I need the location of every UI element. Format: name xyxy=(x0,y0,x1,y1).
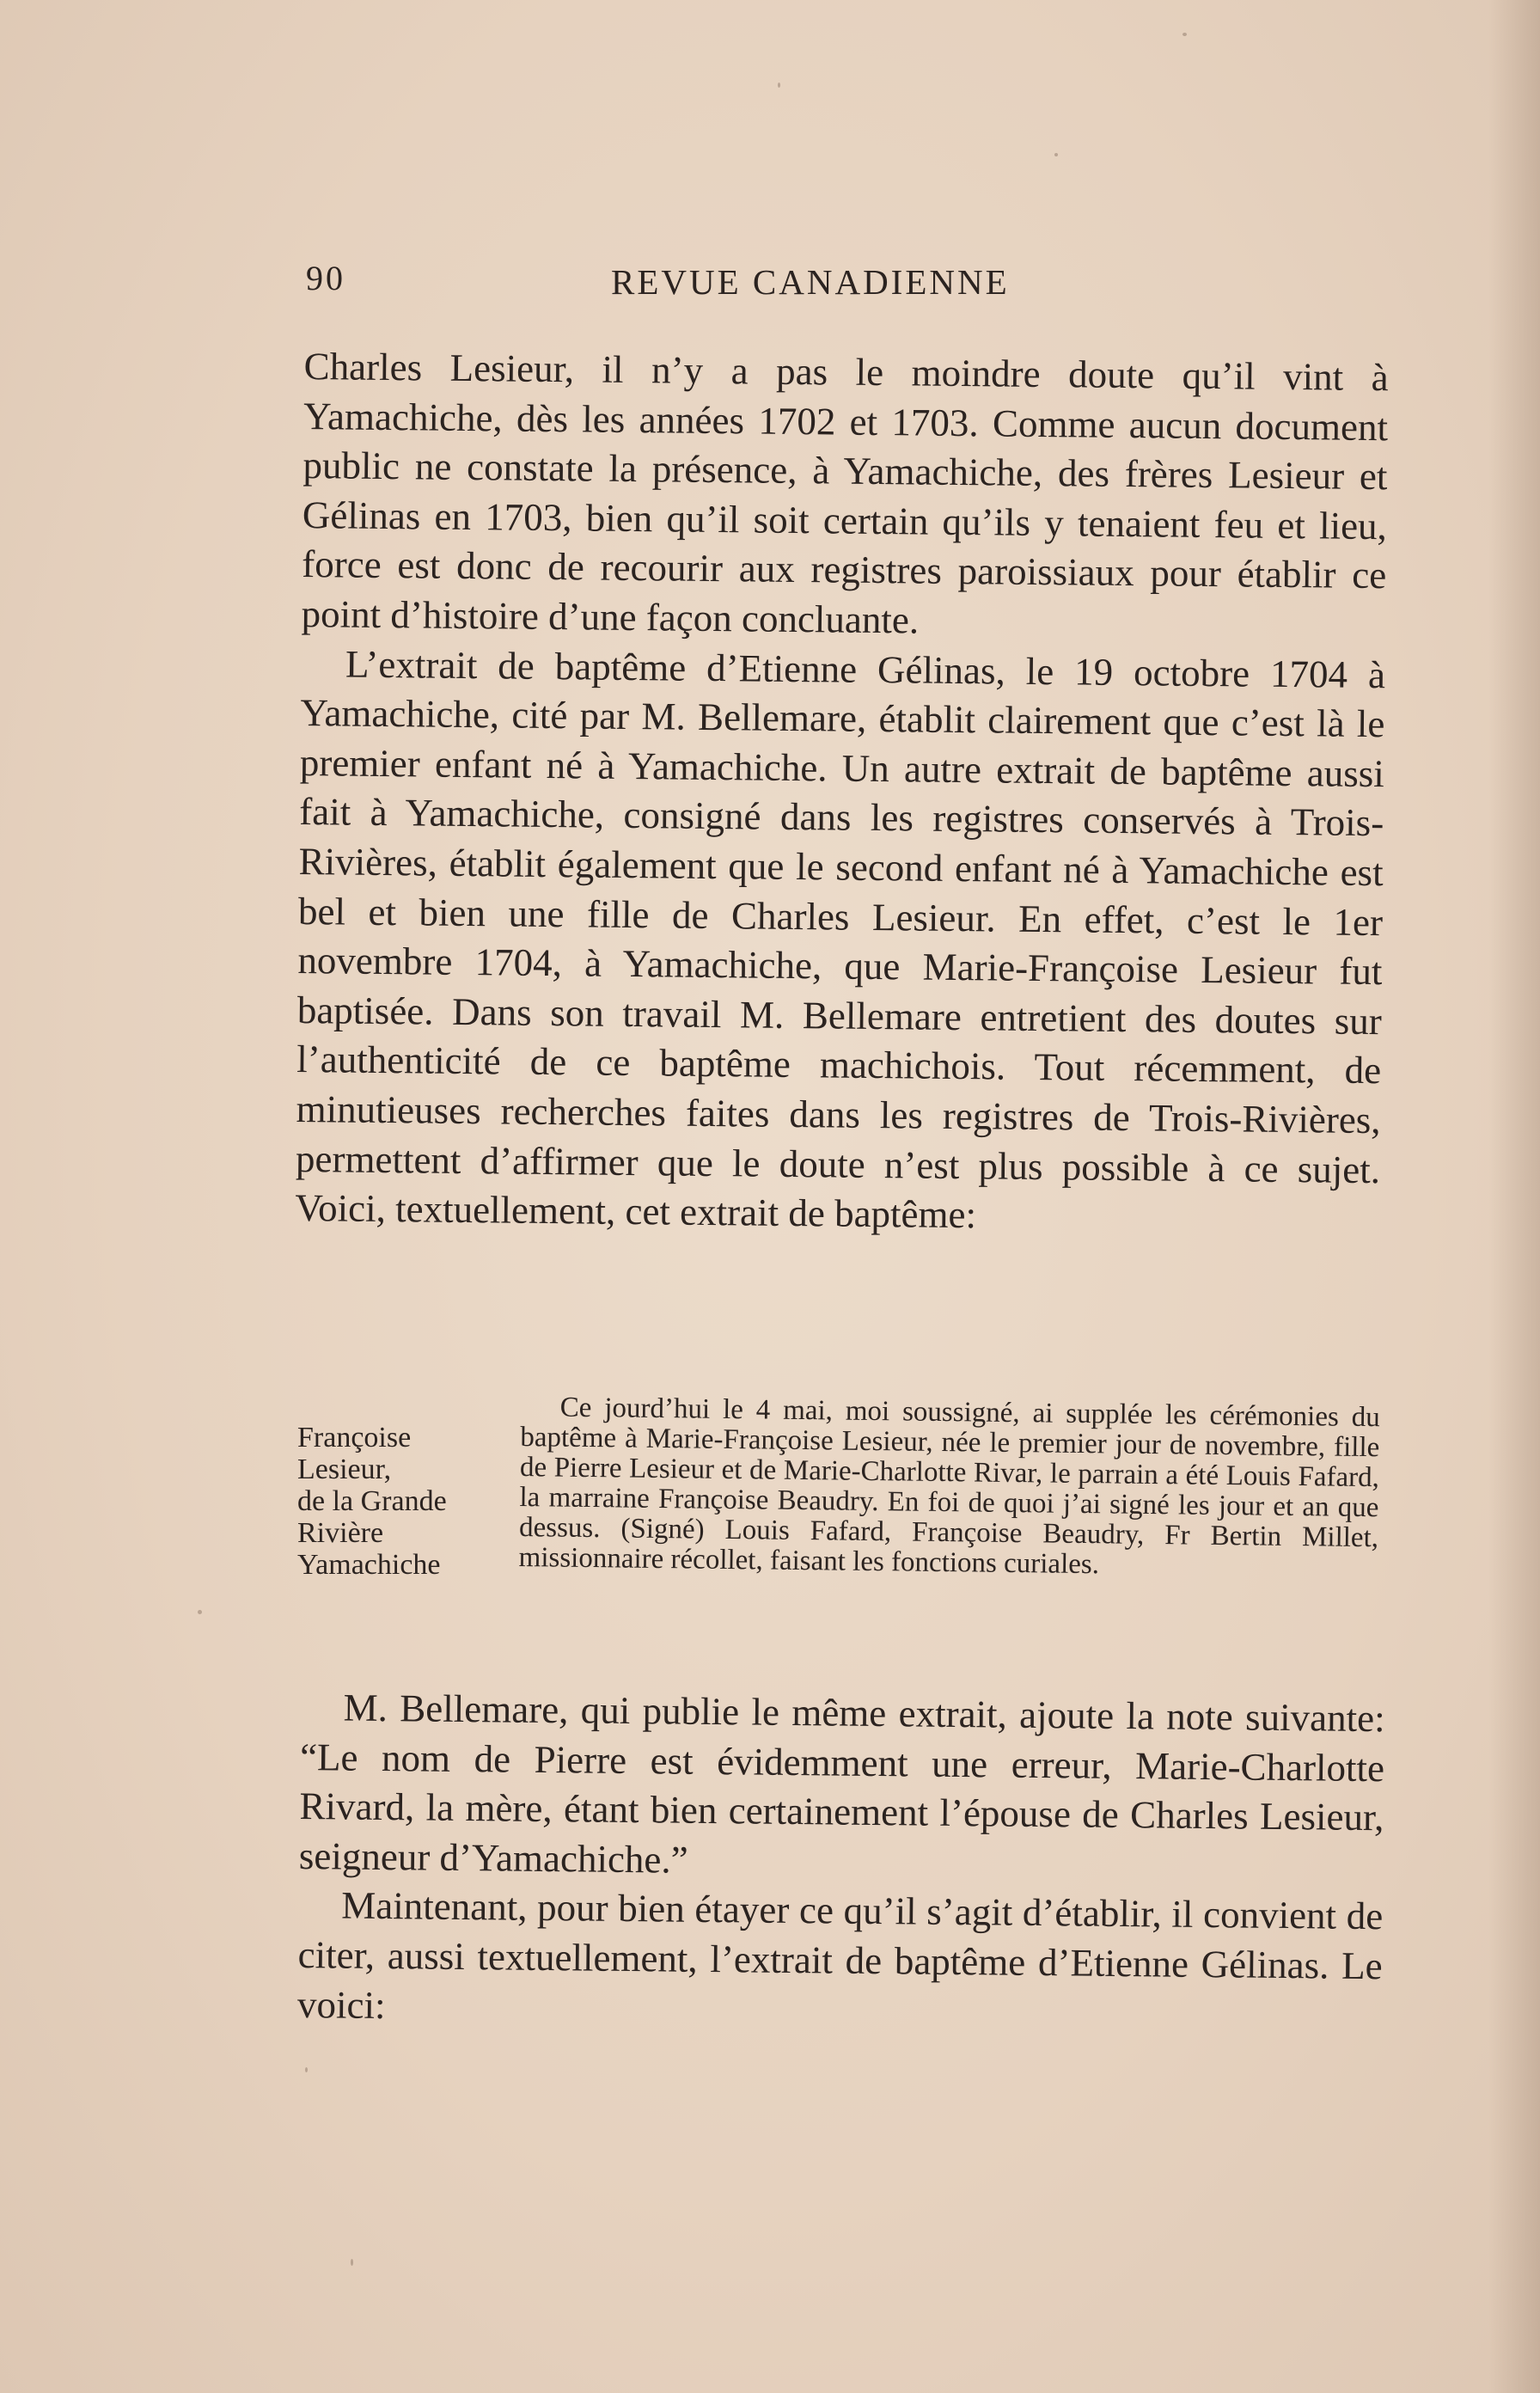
main-text-continued xyxy=(297,1683,1385,2041)
paper-speck xyxy=(351,2259,353,2266)
margin-note-line: de la Grande xyxy=(297,1485,447,1517)
margin-note-line: Yamachiche xyxy=(297,1549,441,1581)
page-number: 90 xyxy=(306,259,345,297)
margin-note xyxy=(297,1422,504,1581)
quote-text: Ce jourd’hui le 4 mai, moi soussigné, ai supplée les cérémonies du baptême à Marie-Françoise Lesieur, née le premier jour de novembre, fille de Pierre Lesieur et de Marie-Charlotte Rivar, le parrain a été Louis Fafard, la marraine Françoise Beaudry. En foi de quoi j’ai signé les jour et an que dessus. (Signé) Louis Fafard, Françoise Beaudry, Fr Bertin Millet, missionnaire récollet, faisant les fonctions curiales. xyxy=(518,1392,1380,1581)
paper-speck xyxy=(305,2067,308,2072)
paper-speck xyxy=(1182,33,1187,36)
paragraph: L’extrait de baptême d’Etienne Gélinas, le 19 octobre 1704 à Yamachiche, cité par M. Bellemare, établit clairement que c’est là le premier enfant né à Yamachiche. Un autre extrait de baptême aussi fait à Yamachiche, consigné dans les registres conservés à Trois-Rivières, établit également que le second enfant né à Yamachiche est bel et bien une fille de Charles Lesieur. En effet, c’est le 1er novembre 1704, à Yamachiche, que Marie-Françoise Lesieur fut baptisée. Dans son travail M. Bellemare entretient des doutes sur l’authenticité de ce baptême machichois. Tout récemment, de minutieuses recherches faites dans les registres de Trois-Rivières, permettent d’affirmer que le doute n’est plus possible à ce sujet. Voici, textuellement, cet extrait de baptême: xyxy=(295,642,1386,1237)
paragraph: Charles Lesieur, il n’y a pas le moindre doute qu’il vint à Yamachiche, dès les années 1702 et 1703. Comme aucun document public ne constate la présence, à Yamachiche, des frères Lesieur et Gélinas en 1703, bien qu’il soit certain qu’ils y tenaient feu et lieu, force est donc de recourir aux registres paroissiaux pour établir ce point d’histoire d’une façon concluante. xyxy=(301,344,1389,642)
paragraph: Maintenant, pour bien étayer ce qu’il s’agit d’établir, il convient de citer, aussi textuellement, l’extrait de baptême d’Etienne Gélinas. Le voici: xyxy=(296,1883,1384,2027)
paper-speck xyxy=(1054,153,1058,156)
margin-note-line: Rivière xyxy=(297,1517,384,1549)
margin-note-line: Françoise xyxy=(297,1422,412,1454)
paper-speck xyxy=(198,1610,202,1614)
page-edge-shadow xyxy=(1488,0,1540,2393)
journal-title: REVUE CANADIENNE xyxy=(611,262,1010,302)
paper-speck xyxy=(778,83,780,88)
running-header xyxy=(306,258,1079,309)
main-text xyxy=(295,342,1389,1245)
baptism-record-quote xyxy=(297,1392,1389,1650)
paragraph: M. Bellemare, qui publie le même extrait, ajoute la note suivante: “Le nom de Pierre est évidemment une erreur, Marie-Charlotte Rivard, la mère, étant bien certainement l’épouse de Charles Lesieur, seigneur d’Yamachiche.” xyxy=(298,1686,1385,1882)
margin-note-line: Lesieur, xyxy=(297,1454,392,1485)
